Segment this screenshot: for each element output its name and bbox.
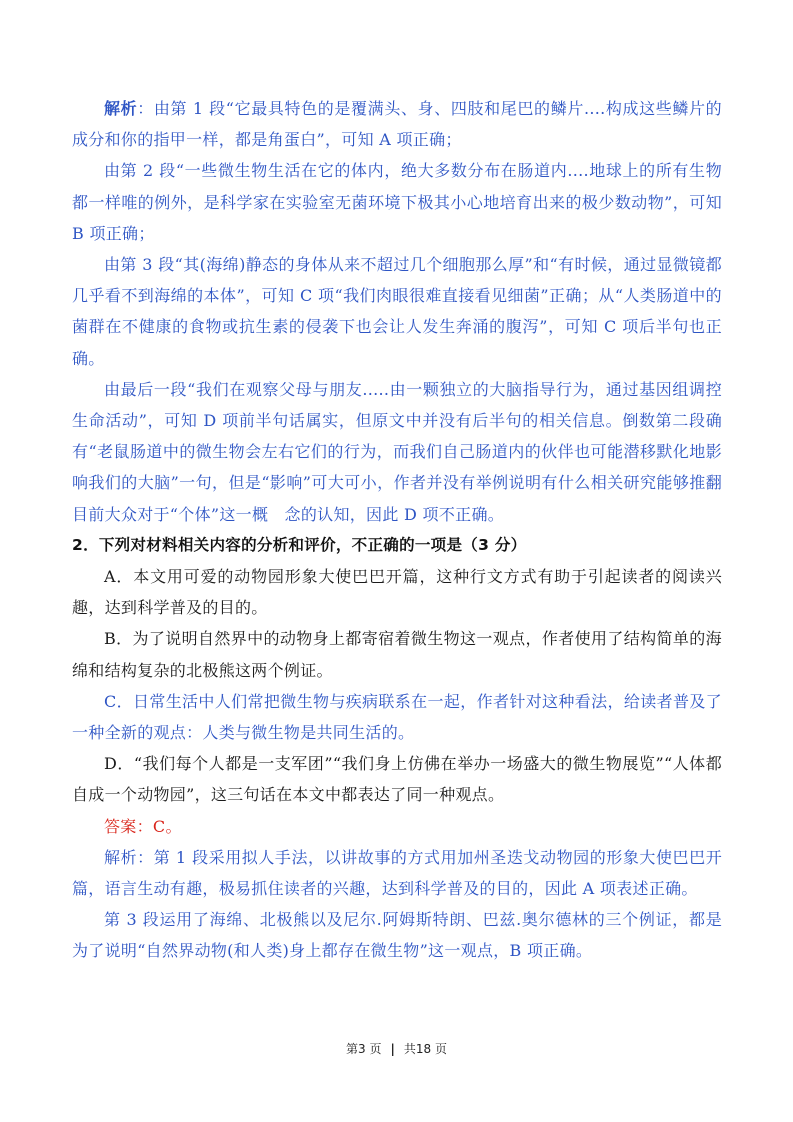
question-2-title: 2．下列对材料相关内容的分析和评价，不正确的一项是（3 分） xyxy=(72,535,527,554)
option-c: C．日常生活中人们常把微生物与疾病联系在一起，作者针对这种看法，给读者普及了一种全新的观点：人类与微生物是共同生活的。 xyxy=(72,691,722,743)
option-a: A．本文用可爱的动物园形象大使巴巴开篇，这种行文方式有助于引起读者的阅读兴趣，达到科学普及的目的。 xyxy=(72,567,722,618)
answer-line: 答案：C。 xyxy=(104,816,182,836)
analysis-paragraph-3: 由第 3 段“其(海绵)静态的身体从来不超过几个细胞那么厚”和“有时候，通过显微镜都几乎看不到海绵的本体”，可知 C 项“我们肉眼很难直接看见细菌”正确；从“人类肠道中的菌群在不健康的食物或抗生素的侵袭下也会让人发生奔涌的腹泻”，可知 C 项后半句也正确。 xyxy=(72,255,722,368)
option-b: B．为了说明自然界中的动物身上都寄宿着微生物这一观点，作者使用了结构简单的海绵和结构复杂的北极熊这两个例证。 xyxy=(72,629,722,680)
analysis-paragraph-1-text: ：由第 1 段“它最具特色的是覆满头、身、四肢和尾巴的鳞片....构成这些鳞片的成分和你的指甲一样，都是角蛋白”，可知 A 项正确； xyxy=(72,99,722,150)
analysis-label: 解析 xyxy=(104,99,138,118)
option-d: D．“我们每个人都是一支军团”“我们身上仿佛在举办一场盛大的微生物展览”“人体都自成一个动物园”，这三句话在本文中都表达了同一种观点。 xyxy=(72,754,722,805)
page-number: 第3 页 xyxy=(346,1042,382,1056)
page-footer xyxy=(0,1040,793,1057)
analysis-paragraph-4: 由最后一段“我们在观察父母与朋友.....由一颗独立的大脑指导行为，通过基因组调控生命活动”，可知 D 项前半句话属实，但原文中并没有后半句的相关信息。倒数第二段确有“老鼠肠道中的微生物会左右它们的行为，而我们自己肠道内的伙伴也可能潜移默化地影响我们的大脑”一句，但是“影响”可大可小，作者并没有举例说明有什么相关研究能够推翻目前大众对于“个体”这一概 念的认知，因此 D 项不正确。 xyxy=(72,379,722,524)
page-content xyxy=(72,93,722,967)
analysis-paragraph-2: 由第 2 段“一些微生物生活在它的体内，绝大多数分布在肠道内....地球上的所有生物都一样唯的例外，是科学家在实验室无菌环境下极其小心地培育出来的极少数动物”，可知 B 项正确； xyxy=(72,161,722,243)
question-2-analysis-1: 解析：第 1 段采用拟人手法，以讲故事的方式用加州圣迭戈动物园的形象大使巴巴开篇，语言生动有趣，极易抓住读者的兴趣，达到科学普及的目的，因此 A 项表述正确。 xyxy=(72,847,722,899)
analysis-paragraph-1 xyxy=(72,93,722,155)
page-total: 共18 页 xyxy=(403,1042,447,1056)
question-2-analysis-2: 第 3 段运用了海绵、北极熊以及尼尔.阿姆斯特朗、巴兹.奥尔德林的三个例证，都是为了说明“自然界动物(和人类)身上都存在微生物”这一观点，B 项正确。 xyxy=(72,910,722,961)
footer-separator: | xyxy=(390,1042,395,1056)
